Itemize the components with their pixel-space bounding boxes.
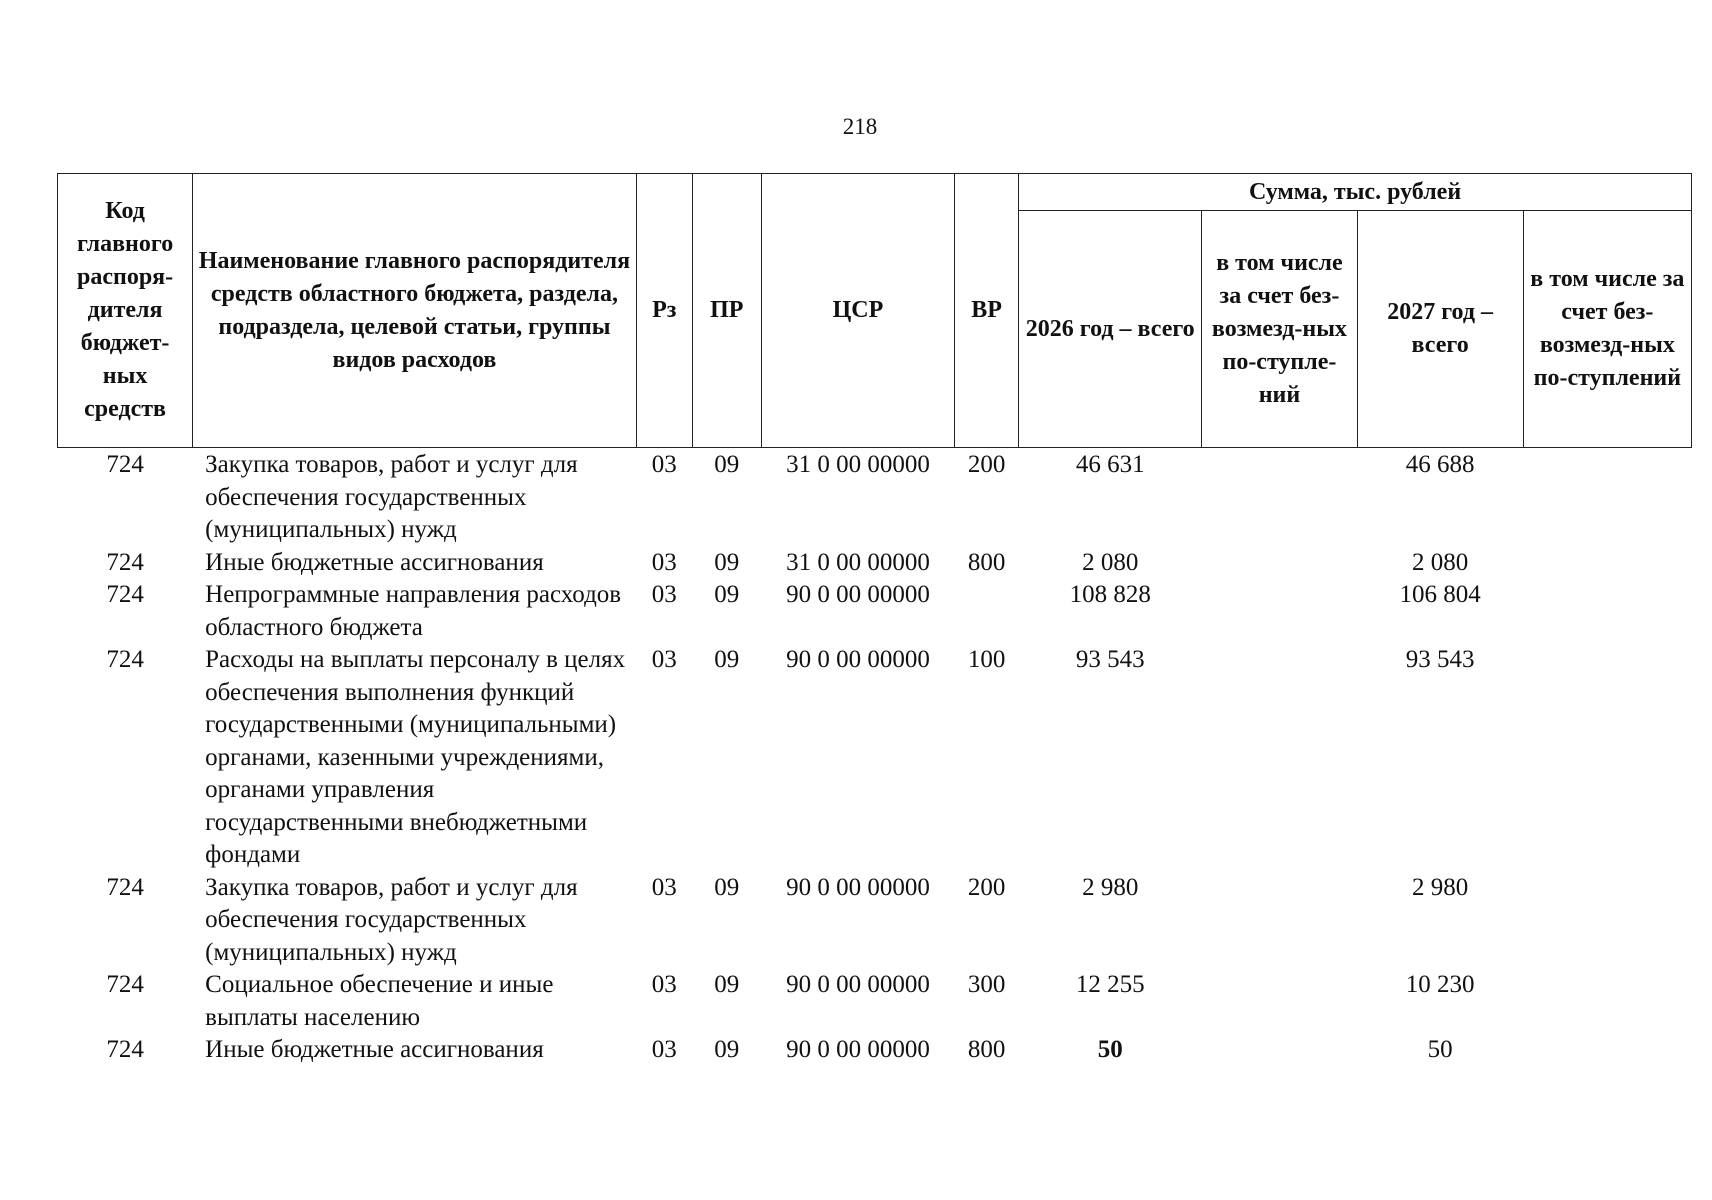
cell-2027-gratuitous	[1523, 969, 1691, 1034]
cell-rz: 03	[651, 873, 677, 901]
header-sum: Сумма, тыс. рублей	[1019, 174, 1692, 211]
header-2027-total: 2027 год – всего	[1357, 211, 1523, 448]
cell-2027-gratuitous	[1523, 644, 1691, 872]
cell-name: Расходы на выплаты персоналу в целях обеспечения выполнения функций государственными (муниципальными) органами, казенными учреждениями, органами управления государственными внебюджетными фондами	[205, 646, 626, 868]
cell-2026-total: 108 828	[1069, 581, 1151, 608]
cell-2026-total: 12 255	[1075, 971, 1145, 998]
cell-vr	[955, 579, 1019, 644]
cell-csr: 90 0 00 00000	[786, 971, 930, 998]
cell-csr: 90 0 00 00000	[786, 646, 930, 673]
cell-code: 724	[106, 873, 144, 901]
cell-2026-gratuitous	[1202, 448, 1357, 547]
page-number: 218	[842, 114, 878, 139]
cell-2027-gratuitous	[1523, 872, 1691, 970]
cell-code: 724	[106, 581, 144, 608]
cell-pr: 09	[714, 581, 740, 608]
cell-pr: 09	[714, 873, 740, 901]
cell-name: Закупка товаров, работ и услуг для обеспечения государственных (муниципальных) нужд	[205, 451, 578, 543]
cell-2027-total: 2 980	[1412, 873, 1469, 901]
cell-pr: 09	[714, 548, 740, 576]
cell-rz: 03	[651, 581, 677, 608]
cell-pr: 09	[714, 971, 740, 998]
cell-2026-gratuitous	[1202, 579, 1357, 644]
table-row	[58, 872, 1692, 970]
cell-2027-gratuitous	[1523, 1034, 1691, 1067]
table-row	[58, 969, 1692, 1034]
cell-vr: 800	[967, 548, 1006, 576]
cell-2026-total: 46 631	[1075, 451, 1145, 478]
table-header	[58, 174, 1692, 448]
cell-2027-gratuitous	[1523, 547, 1691, 580]
cell-vr: 300	[967, 971, 1006, 998]
cell-rz: 03	[651, 451, 677, 478]
header-2026-total: 2026 год – всего	[1019, 211, 1202, 448]
cell-code: 724	[106, 646, 144, 673]
cell-2027-total: 50	[1427, 1036, 1453, 1063]
cell-2026-total: 93 543	[1075, 646, 1145, 673]
cell-csr: 90 0 00 00000	[786, 581, 930, 608]
header-csr: ЦСР	[761, 174, 954, 448]
table-row	[58, 1034, 1692, 1067]
cell-pr: 09	[714, 1036, 740, 1063]
cell-name: Непрограммные направления расходов областного бюджета	[205, 581, 622, 641]
cell-code: 724	[106, 971, 144, 998]
cell-2026-total: 2 980	[1082, 873, 1139, 901]
cell-2026-gratuitous	[1202, 1034, 1357, 1067]
table-row	[58, 448, 1692, 547]
cell-rz: 03	[651, 548, 677, 576]
cell-2026-gratuitous	[1202, 547, 1357, 580]
cell-2026-gratuitous	[1202, 872, 1357, 970]
table-row	[58, 579, 1692, 644]
cell-csr: 31 0 00 00000	[786, 451, 930, 478]
cell-2026-total: 2 080	[1082, 548, 1139, 576]
cell-2027-total: 2 080	[1412, 548, 1469, 576]
cell-pr: 09	[714, 646, 740, 673]
budget-table	[57, 173, 1692, 1067]
cell-2027-total: 93 543	[1405, 646, 1475, 673]
cell-2027-total: 106 804	[1399, 581, 1481, 608]
header-2027-gratuitous: в том числе за счет без-возмезд-ных по-ступлений	[1523, 211, 1691, 448]
cell-2027-gratuitous	[1523, 448, 1691, 547]
cell-2026-gratuitous	[1202, 644, 1357, 872]
cell-2027-total: 10 230	[1405, 971, 1475, 998]
cell-name: Закупка товаров, работ и услуг для обеспечения государственных (муниципальных) нужд	[205, 873, 578, 966]
cell-name: Иные бюджетные ассигнования	[205, 548, 544, 576]
header-code: Код главного распоря-дителя бюджет-ных средств	[58, 174, 193, 448]
cell-csr: 90 0 00 00000	[786, 873, 930, 901]
cell-vr: 800	[967, 1036, 1006, 1063]
header-name: Наименование главного распорядителя средств областного бюджета, раздела, подраздела, целевой статьи, группы видов расходов	[193, 174, 637, 448]
cell-vr: 200	[967, 873, 1006, 901]
cell-2027-total: 46 688	[1405, 451, 1475, 478]
cell-2026-total: 50	[1097, 1036, 1123, 1063]
cell-code: 724	[106, 548, 144, 576]
header-pr: ПР	[692, 174, 761, 448]
cell-csr: 31 0 00 00000	[786, 548, 930, 576]
header-rz: Рз	[636, 174, 692, 448]
cell-rz: 03	[651, 1036, 677, 1063]
header-vr: ВР	[955, 174, 1019, 448]
cell-2027-gratuitous	[1523, 579, 1691, 644]
cell-pr: 09	[714, 451, 740, 478]
cell-name: Иные бюджетные ассигнования	[205, 1036, 544, 1063]
table-body	[58, 448, 1692, 1067]
header-2026-gratuitous: в том числе за счет без-возмезд-ных по-ступле-ний	[1202, 211, 1357, 448]
table-row	[58, 644, 1692, 872]
cell-vr: 100	[967, 646, 1006, 673]
cell-rz: 03	[651, 971, 677, 998]
cell-code: 724	[106, 451, 144, 478]
cell-vr: 200	[967, 451, 1006, 478]
cell-csr: 90 0 00 00000	[786, 1036, 930, 1063]
cell-rz: 03	[651, 646, 677, 673]
cell-code: 724	[106, 1036, 144, 1063]
cell-2026-gratuitous	[1202, 969, 1357, 1034]
table-row	[58, 547, 1692, 580]
cell-name: Социальное обеспечение и иные выплаты населению	[205, 971, 554, 1031]
